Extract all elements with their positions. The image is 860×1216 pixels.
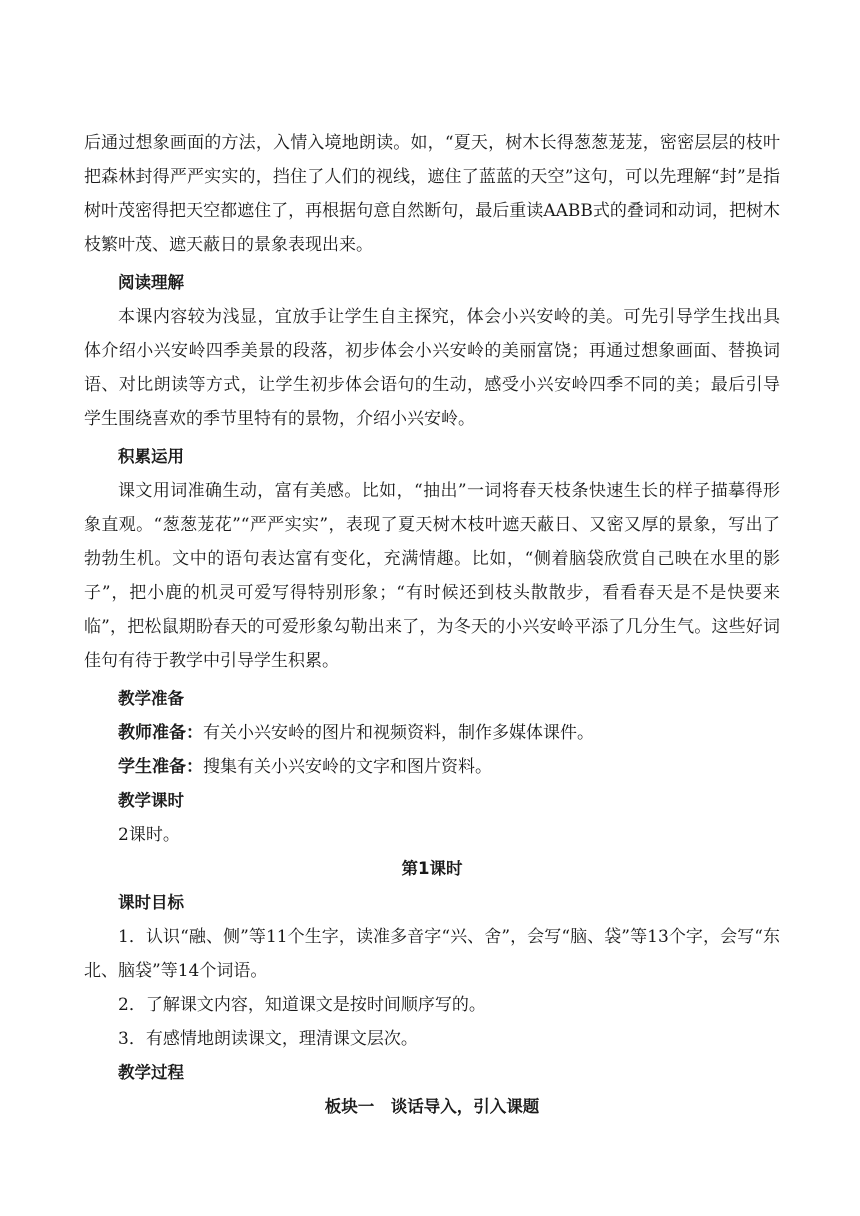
teacher-prep-label: 教师准备：	[118, 723, 203, 743]
hours-heading: 教学课时	[118, 791, 184, 810]
accumulation-paragraph: 课文用词准确生动，富有美感。比如，“抽出”一词将春天枝条快速生长的样子描摹得形象直观。“葱葱茏花”“严严实实”，表现了夏天树木枝叶遮天蔽日、又密又厚的景象，写出了勃勃生机。文中的语句表达富有变化，充满情趣。比如，“侧着脑袋欣赏自己映在水里的影子”，把小鹿的机灵可爱写得特别形象；“有时候还到枝头散散步，看看春天是不是快要来临”，把松鼠期盼春天的可爱形象勾勒出来了，为冬天的小兴安岭平添了几分生气。这些好词佳句有待于教学中引导学生积累。	[84, 481, 780, 671]
hours-text: 2课时。	[118, 825, 180, 845]
goal-item-2: 2．了解课文内容，知道课文是按时间顺序写的。	[118, 995, 486, 1015]
goal-item-3: 3．有感情地朗读课文，理清课文层次。	[118, 1029, 418, 1049]
intro-paragraph: 后通过想象画面的方法，入情入境地朗读。如，“夏天，树木长得葱葱茏茏，密密层层的枝叶把森林封得严严实实的，挡住了人们的视线，遮住了蓝蓝的天空”这句，可以先理解“封”是指树叶茂密得把天空都遮住了，再根据句意自然断句，最后重读AABB式的叠词和动词，把树木枝繁叶茂、遮天蔽日的景象表现出来。	[84, 133, 780, 255]
document-body	[84, 126, 780, 1124]
reading-heading: 阅读理解	[118, 273, 184, 292]
lesson-title: 第1课时	[401, 859, 463, 878]
student-prep-label: 学生准备：	[118, 757, 203, 777]
reading-paragraph: 本课内容较为浅显，宜放手让学生自主探究，体会小兴安岭的美。可先引导学生找出具体介绍小兴安岭四季美景的段落，初步体会小兴安岭的美丽富饶；再通过想象画面、替换词语、对比朗读等方式，让学生初步体会语句的生动，感受小兴安岭四季不同的美；最后引导学生围绕喜欢的季节里特有的景物，介绍小兴安岭。	[84, 307, 780, 429]
teacher-prep-text: 有关小兴安岭的图片和视频资料，制作多媒体课件。	[203, 723, 594, 743]
goals-heading: 课时目标	[118, 893, 184, 912]
goal-item-1: 1．认识“融、侧”等11个生字，读准多音字“兴、舍”，会写“脑、袋”等13个字，会写“东北、脑袋”等14个词语。	[84, 927, 780, 981]
student-prep-text: 搜集有关小兴安岭的文字和图片资料。	[203, 757, 492, 777]
section-title: 板块一 谈话导入，引入课题	[324, 1097, 540, 1116]
student-prep-line	[84, 750, 780, 784]
process-heading: 教学过程	[118, 1063, 184, 1082]
teacher-prep-line	[84, 716, 780, 750]
accumulation-heading: 积累运用	[118, 447, 184, 466]
preparation-heading: 教学准备	[118, 689, 184, 708]
